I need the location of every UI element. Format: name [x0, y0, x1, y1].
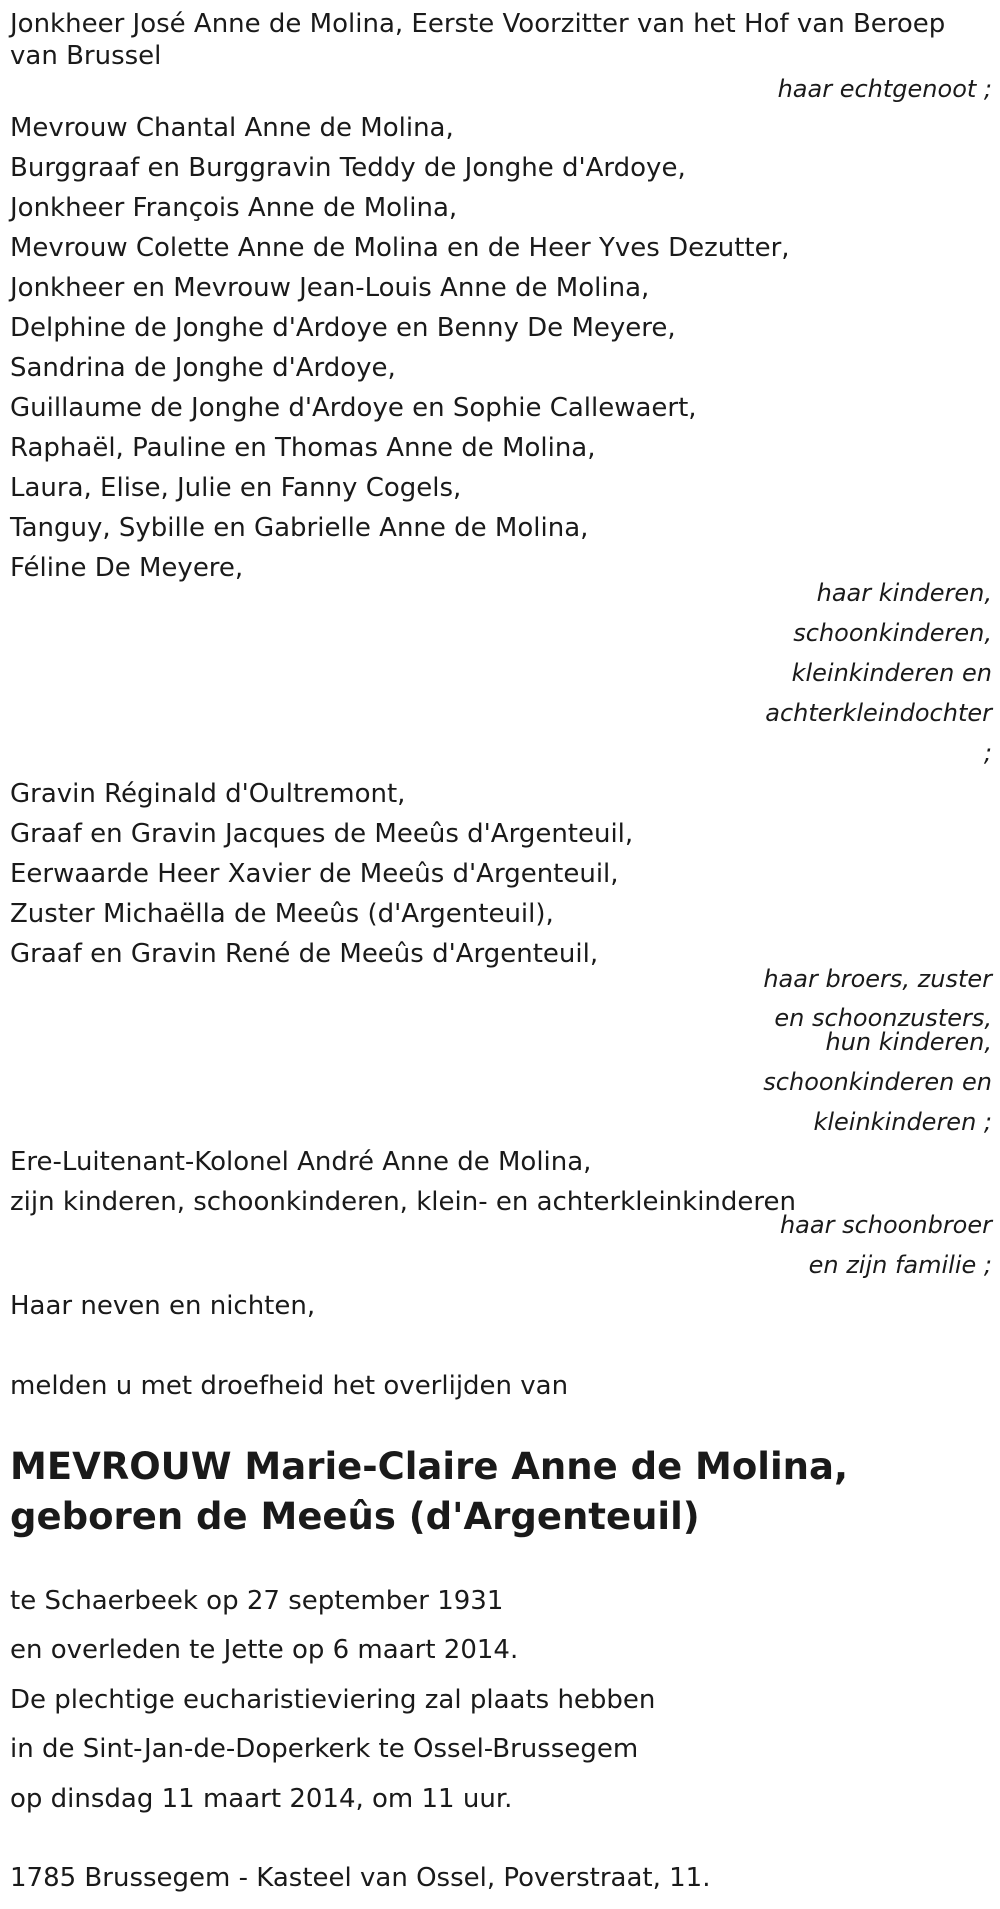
detail-line: op dinsdag 11 maart 2014, om 11 uur.: [10, 1784, 513, 1814]
siblings-role-line: kleinkinderen ;: [813, 1108, 992, 1136]
children-role-line: schoonkinderen,: [793, 619, 992, 647]
children-line: Mevrouw Colette Anne de Molina en de Heer Yves Dezutter,: [10, 233, 790, 263]
cousins-line: Haar neven en nichten,: [10, 1291, 316, 1321]
brother-in-law-role-line: en zijn familie ;: [808, 1251, 992, 1279]
siblings-line: Graaf en Gravin René de Meeûs d'Argenteuil,: [10, 939, 599, 969]
children-line: Tanguy, Sybille en Gabrielle Anne de Molina,: [10, 513, 589, 543]
children-role-line: kleinkinderen en: [791, 659, 992, 687]
detail-line: De plechtige eucharistieviering zal plaats hebben: [10, 1685, 656, 1715]
children-role-line: ;: [983, 739, 992, 767]
detail-line: in de Sint-Jan-de-Doperkerk te Ossel-Brussegem: [10, 1734, 639, 1764]
siblings-role-line: schoonkinderen en: [763, 1068, 992, 1096]
siblings-role-line: hun kinderen,: [825, 1028, 992, 1056]
address-line: 1785 Brussegem - Kasteel van Ossel, Poverstraat, 11.: [10, 1863, 711, 1893]
children-line: Sandrina de Jonghe d'Ardoye,: [10, 353, 396, 383]
siblings-line: Graaf en Gravin Jacques de Meeûs d'Argenteuil,: [10, 819, 634, 849]
children-line: Jonkheer en Mevrouw Jean-Louis Anne de Molina,: [10, 273, 650, 303]
siblings-role-line: haar broers, zuster: [763, 965, 992, 993]
detail-line: en overleden te Jette op 6 maart 2014.: [10, 1635, 519, 1665]
brother-in-law-line: Ere-Luitenant-Kolonel André Anne de Molina,: [10, 1147, 592, 1177]
announcement-line: melden u met droefheid het overlijden van: [10, 1371, 569, 1401]
siblings-line: Zuster Michaëlla de Meeûs (d'Argenteuil),: [10, 899, 554, 929]
deceased-name: MEVROUW Marie-Claire Anne de Molina, geboren de Meeûs (d'Argenteuil): [10, 1445, 849, 1538]
children-role-line: haar kinderen,: [816, 579, 992, 607]
brother-in-law-line: zijn kinderen, schoonkinderen, klein- en achterkleinkinderen: [10, 1187, 796, 1217]
children-line: Raphaël, Pauline en Thomas Anne de Molina,: [10, 433, 596, 463]
children-line: Mevrouw Chantal Anne de Molina,: [10, 113, 454, 143]
detail-line: te Schaerbeek op 27 september 1931: [10, 1586, 504, 1616]
siblings-line: Gravin Réginald d'Oultremont,: [10, 779, 406, 809]
children-line: Féline De Meyere,: [10, 553, 244, 583]
siblings-role-line: en schoonzusters,: [774, 1004, 992, 1032]
children-line: Laura, Elise, Julie en Fanny Cogels,: [10, 473, 462, 503]
spouse-role: haar echtgenoot ;: [777, 75, 992, 103]
children-line: Burggraaf en Burggravin Teddy de Jonghe d'Ardoye,: [10, 153, 686, 183]
spouse-name: Jonkheer José Anne de Molina, Eerste Voorzitter van het Hof van Beroep van Brussel: [10, 9, 946, 71]
children-line: Guillaume de Jonghe d'Ardoye en Sophie Callewaert,: [10, 393, 697, 423]
children-line: Jonkheer François Anne de Molina,: [10, 193, 458, 223]
brother-in-law-role-line: haar schoonbroer: [779, 1211, 992, 1239]
siblings-line: Eerwaarde Heer Xavier de Meeûs d'Argenteuil,: [10, 859, 619, 889]
children-role-line: achterkleindochter: [765, 699, 992, 727]
children-line: Delphine de Jonghe d'Ardoye en Benny De Meyere,: [10, 313, 676, 343]
